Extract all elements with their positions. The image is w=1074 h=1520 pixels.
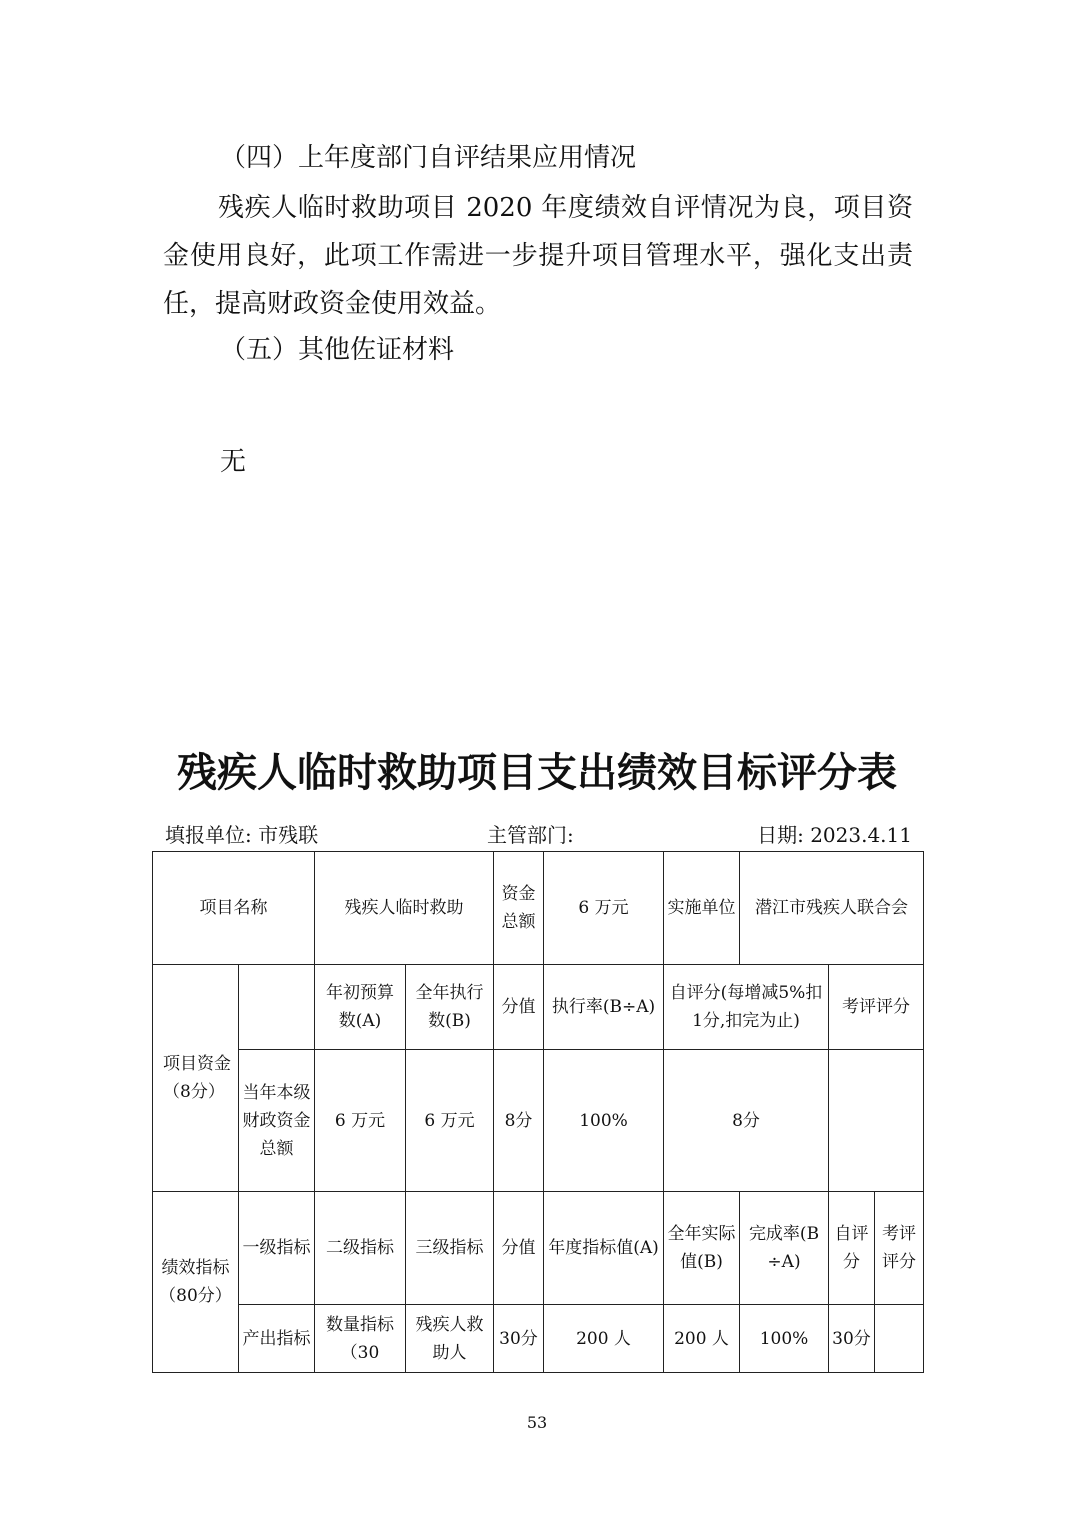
budget-a-value: 6 万元 xyxy=(315,1050,406,1192)
table-row xyxy=(153,1050,924,1192)
section5-heading: （五）其他佐证材料 xyxy=(220,335,455,365)
fund-item: 当年本级财政资金总额 xyxy=(239,1050,315,1192)
completion-rate-header: 完成率(B÷A) xyxy=(740,1192,829,1305)
impl-unit-value: 潜江市残疾人联合会 xyxy=(740,852,924,965)
table-row xyxy=(153,1192,924,1305)
self-eval-value: 8分 xyxy=(664,1050,829,1192)
review-score-header: 考评评分 xyxy=(875,1192,924,1305)
table-row xyxy=(153,965,924,1050)
supervising-dept: 主管部门: xyxy=(487,823,574,847)
level1-value: 产出指标 xyxy=(239,1305,315,1373)
table-row xyxy=(153,852,924,965)
section5-content: 无 xyxy=(220,447,247,477)
level2-value: 数量指标（30 xyxy=(315,1305,406,1373)
section4-heading: （四）上年度部门自评结果应用情况 xyxy=(220,143,637,173)
target-value: 200 人 xyxy=(544,1305,664,1373)
exec-rate-value: 100% xyxy=(544,1050,664,1192)
section4-line-1: 残疾人临时救助项目 2020 年度绩效自评情况为良，项目资 xyxy=(218,193,913,223)
score-table xyxy=(152,851,924,1373)
score-header: 分值 xyxy=(494,1192,544,1305)
level2-header: 二级指标 xyxy=(315,1192,406,1305)
project-name-label: 项目名称 xyxy=(153,852,315,965)
completion-rate-value: 100% xyxy=(740,1305,829,1373)
score-value: 8分 xyxy=(494,1050,544,1192)
fill-date: 日期: 2023.4.11 xyxy=(757,823,912,847)
target-header: 年度指标值(A) xyxy=(544,1192,664,1305)
self-score-header: 自评分 xyxy=(829,1192,875,1305)
fund-total-label: 资金总额 xyxy=(494,852,544,965)
review-score-value xyxy=(875,1305,924,1373)
review-header: 考评评分 xyxy=(829,965,924,1050)
level3-value: 残疾人救助人 xyxy=(406,1305,494,1373)
page-number: 53 xyxy=(526,1413,548,1432)
project-fund-section: 项目资金（8分） xyxy=(153,965,239,1192)
self-eval-header: 自评分(每增减5%扣1分,扣完为止) xyxy=(664,965,829,1050)
empty-cell xyxy=(239,965,315,1050)
budget-a-header: 年初预算数(A) xyxy=(315,965,406,1050)
level1-header: 一级指标 xyxy=(239,1192,315,1305)
fill-unit: 填报单位: 市残联 xyxy=(165,823,319,847)
exec-b-header: 全年执行数(B) xyxy=(406,965,494,1050)
exec-rate-header: 执行率(B÷A) xyxy=(544,965,664,1050)
table-row xyxy=(153,1305,924,1373)
form-title: 残疾人临时救助项目支出绩效目标评分表 xyxy=(177,750,897,796)
self-score-value: 30分 xyxy=(829,1305,875,1373)
section4-line-2: 金使用良好，此项工作需进一步提升项目管理水平，强化支出责 xyxy=(163,241,913,271)
score-value: 30分 xyxy=(494,1305,544,1373)
section4-line-3: 任，提高财政资金使用效益。 xyxy=(163,289,502,319)
actual-header: 全年实际值(B) xyxy=(664,1192,740,1305)
actual-value: 200 人 xyxy=(664,1305,740,1373)
performance-section: 绩效指标（80分） xyxy=(153,1192,239,1373)
score-header: 分值 xyxy=(494,965,544,1050)
fund-total-value: 6 万元 xyxy=(544,852,664,965)
project-name-value: 残疾人临时救助 xyxy=(315,852,494,965)
level3-header: 三级指标 xyxy=(406,1192,494,1305)
review-value xyxy=(829,1050,924,1192)
impl-unit-label: 实施单位 xyxy=(664,852,740,965)
exec-b-value: 6 万元 xyxy=(406,1050,494,1192)
